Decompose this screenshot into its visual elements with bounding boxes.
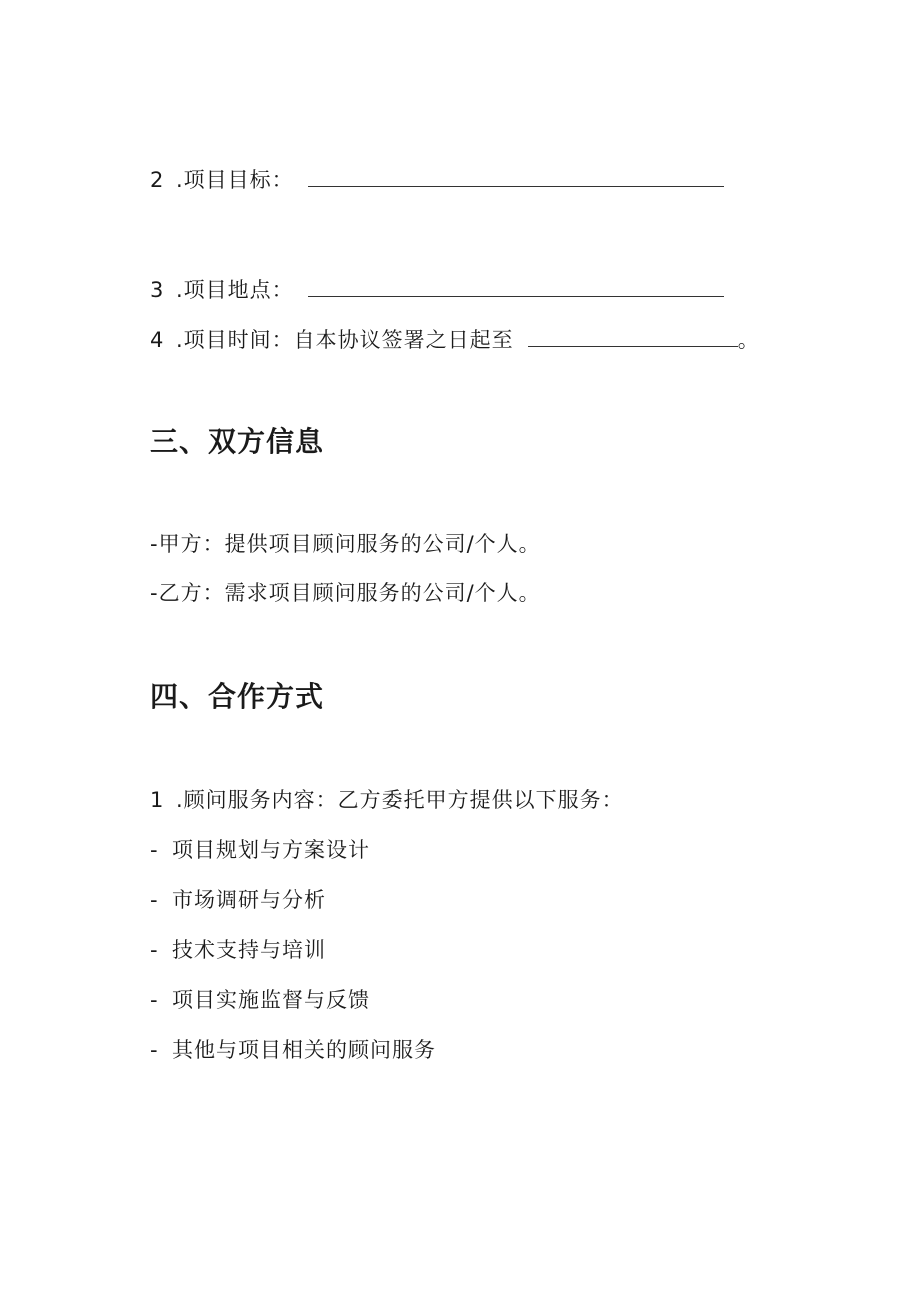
- party-a-line: -甲方：提供项目顾问服务的公司/个人。: [150, 532, 541, 556]
- section-heading-parties: 三、双方信息: [150, 425, 325, 458]
- list-item: [150, 886, 326, 914]
- item-label: .项目目标：: [176, 168, 294, 192]
- list-dash: -: [150, 988, 159, 1012]
- item-label: .项目时间：自本协议签署之日起至: [176, 328, 514, 352]
- item-number: 2: [150, 168, 165, 192]
- item-project-time: [150, 326, 760, 354]
- item-label: .项目地点：: [176, 278, 294, 302]
- list-dash: -: [150, 838, 159, 862]
- service-text: 技术支持与培训: [172, 938, 326, 962]
- item-number: 3: [150, 278, 165, 302]
- list-dash: -: [150, 888, 159, 912]
- section-heading-cooperation: 四、合作方式: [150, 680, 325, 713]
- item-label: .顾问服务内容：乙方委托甲方提供以下服务：: [176, 788, 624, 812]
- end-date-blank-line[interactable]: [528, 328, 738, 347]
- list-dash: -: [150, 938, 159, 962]
- list-item: [150, 836, 370, 864]
- item-project-location: [150, 276, 724, 304]
- item-suffix: 。: [737, 328, 760, 352]
- service-text: 项目实施监督与反馈: [172, 988, 370, 1012]
- item-service-content: [150, 786, 624, 814]
- service-text: 其他与项目相关的顾问服务: [172, 1038, 436, 1062]
- location-blank-line[interactable]: [308, 278, 724, 297]
- service-text: 项目规划与方案设计: [172, 838, 370, 862]
- list-item: [150, 1036, 436, 1064]
- item-number: 1: [150, 788, 165, 812]
- list-dash: -: [150, 1038, 159, 1062]
- service-text: 市场调研与分析: [172, 888, 326, 912]
- list-item: [150, 936, 326, 964]
- item-number: 4: [150, 328, 165, 352]
- party-b-line: -乙方：需求项目顾问服务的公司/个人。: [150, 581, 541, 605]
- list-item: [150, 986, 370, 1014]
- goal-blank-line[interactable]: [308, 168, 724, 187]
- item-project-goal: [150, 166, 724, 194]
